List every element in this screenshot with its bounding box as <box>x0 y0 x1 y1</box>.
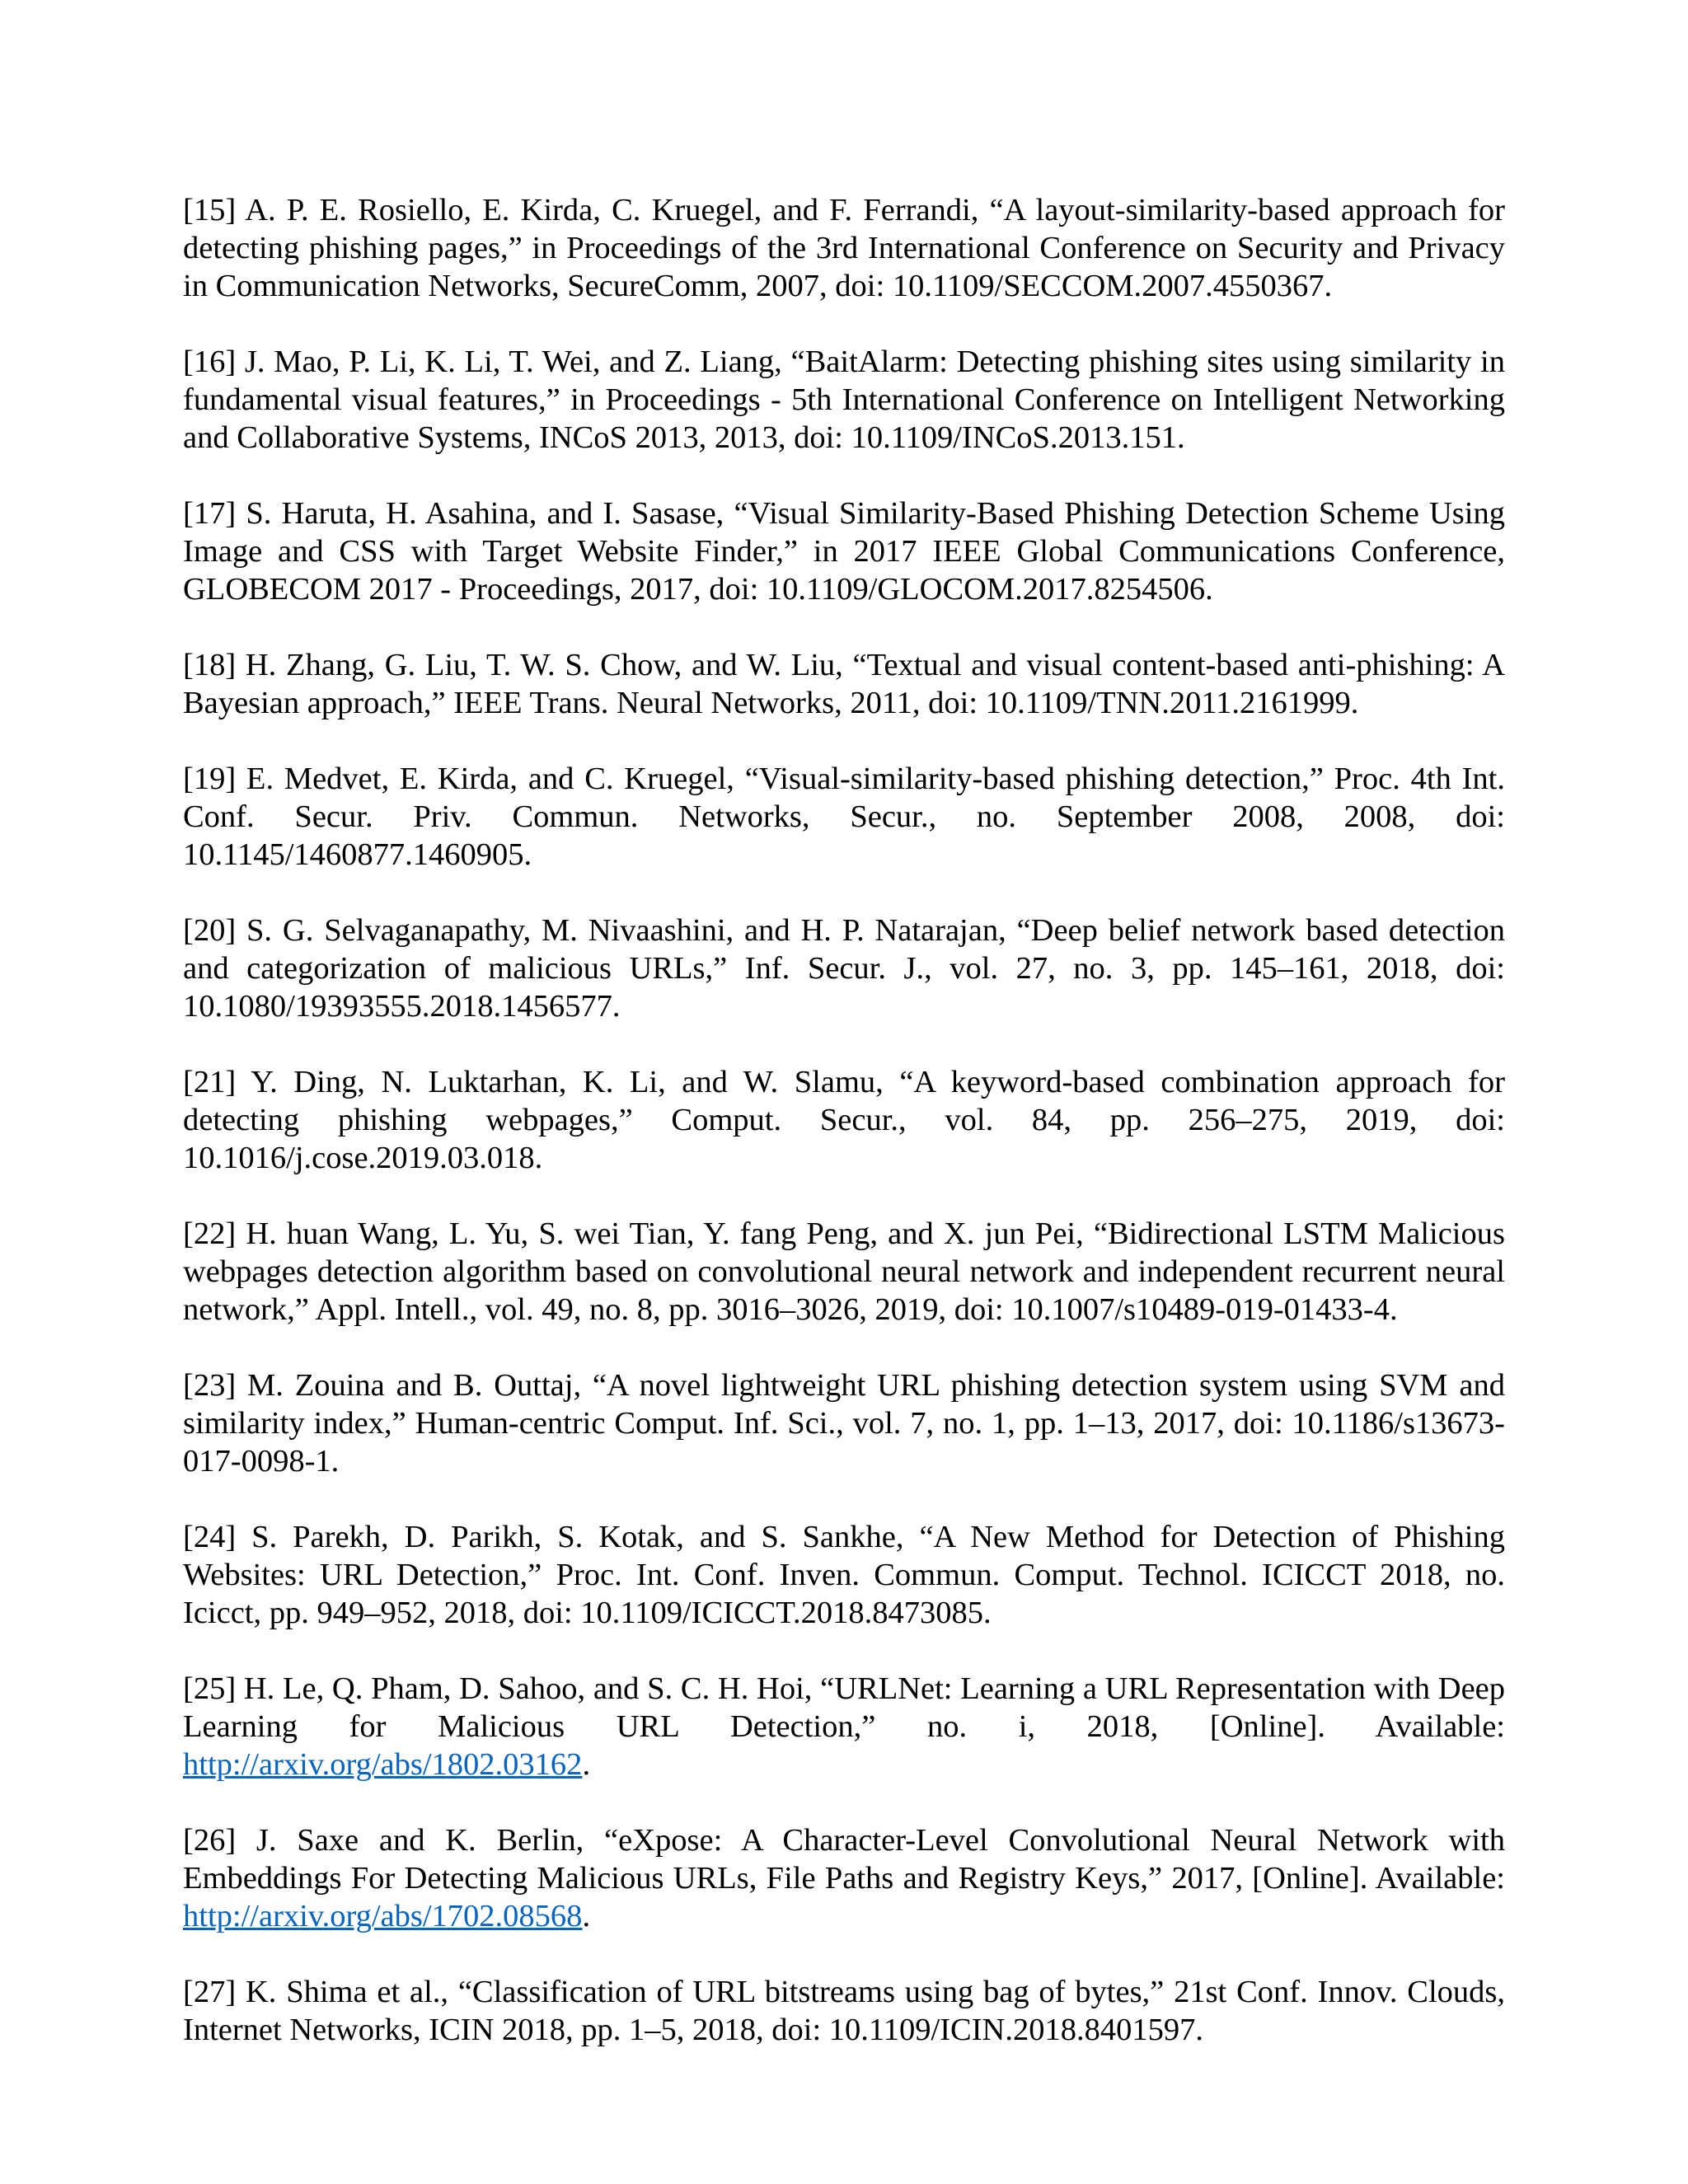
reference-26 <box>183 1821 1505 1935</box>
reference-list <box>183 191 1505 2087</box>
reference-text: [20] S. G. Selvaganapathy, M. Nivaashini, and H. P. Natarajan, “Deep belief network based detection and categorization of malicious URLs,” Inf. Secur. J., vol. 27, no. 3, pp. 145–161, 2018, doi: 10.1080/19393555.2018.1456577. <box>183 913 1505 1024</box>
reference-27 <box>183 1973 1505 2049</box>
reference-text: [18] H. Zhang, G. Liu, T. W. S. Chow, and W. Liu, “Textual and visual content-based anti-phishing: A Bayesian approach,” IEEE Trans. Neural Networks, 2011, doi: 10.1109/TNN.2011.2161999. <box>183 648 1505 720</box>
arxiv-link[interactable]: http://arxiv.org/abs/1702.08568 <box>183 1899 583 1933</box>
reference-25 <box>183 1670 1505 1783</box>
reference-text: [25] H. Le, Q. Pham, D. Sahoo, and S. C. H. Hoi, “URLNet: Learning a URL Representation with Deep Learning for Malicious URL Detection,” no. i, 2018, [Online]. Available: <box>183 1671 1505 1744</box>
reference-text: [19] E. Medvet, E. Kirda, and C. Kruegel, “Visual-similarity-based phishing detection,” Proc. 4th Int. Conf. Secur. Priv. Commun. Networks, Secur., no. September 2008, 2008, doi: 10.1145/1460877.1460905. <box>183 762 1505 872</box>
reference-23 <box>183 1366 1505 1480</box>
arxiv-link[interactable]: http://arxiv.org/abs/1802.03162 <box>183 1747 583 1782</box>
reference-20 <box>183 912 1505 1025</box>
reference-21 <box>183 1063 1505 1177</box>
reference-18 <box>183 646 1505 722</box>
reference-text: [23] M. Zouina and B. Outtaj, “A novel lightweight URL phishing detection system using SVM and similarity index,” Human-centric Comput. Inf. Sci., vol. 7, no. 1, pp. 1–13, 2017, doi: 10.1186/s13673-017-0098-1. <box>183 1368 1505 1479</box>
reference-text: [27] K. Shima et al., “Classification of URL bitstreams using bag of bytes,” 21st Conf. Innov. Clouds, Internet Networks, ICIN 2018, pp. 1–5, 2018, doi: 10.1109/ICIN.2018.8401597. <box>183 1975 1505 2047</box>
reference-suffix: . <box>582 1747 591 1782</box>
reference-19 <box>183 760 1505 874</box>
reference-text: [15] A. P. E. Rosiello, E. Kirda, C. Kruegel, and F. Ferrandi, “A layout-similarity-based approach for detecting phishing pages,” in Proceedings of the 3rd International Conference on Security and Privacy in Communication Networks, SecureComm, 2007, doi: 10.1109/SECCOM.2007.4550367. <box>183 193 1505 303</box>
reference-text: [24] S. Parekh, D. Parikh, S. Kotak, and S. Sankhe, “A New Method for Detection of Phishing Websites: URL Detection,” Proc. Int. Conf. Inven. Commun. Comput. Technol. ICICCT 2018, no. Icicct, pp. 949–952, 2018, doi: 10.1109/ICICCT.2018.8473085. <box>183 1520 1505 1630</box>
reference-suffix: . <box>582 1899 591 1933</box>
reference-15 <box>183 191 1505 305</box>
reference-16 <box>183 343 1505 457</box>
reference-24 <box>183 1518 1505 1632</box>
reference-text: [17] S. Haruta, H. Asahina, and I. Sasase, “Visual Similarity-Based Phishing Detection Scheme Using Image and CSS with Target Website Finder,” in 2017 IEEE Global Communications Conference, GLOBECOM 2017 - Proceedings, 2017, doi: 10.1109/GLOCOM.2017.8254506. <box>183 496 1505 607</box>
reference-text: [21] Y. Ding, N. Luktarhan, K. Li, and W. Slamu, “A keyword-based combination approach for detecting phishing webpages,” Comput. Secur., vol. 84, pp. 256–275, 2019, doi: 10.1016/j.cose.2019.03.018. <box>183 1065 1505 1175</box>
reference-22 <box>183 1215 1505 1329</box>
reference-text: [16] J. Mao, P. Li, K. Li, T. Wei, and Z. Liang, “BaitAlarm: Detecting phishing sites using similarity in fundamental visual features,” in Proceedings - 5th International Conference on Intelligent Networking and Collaborative Systems, INCoS 2013, 2013, doi: 10.1109/INCoS.2013.151. <box>183 344 1505 455</box>
reference-text: [22] H. huan Wang, L. Yu, S. wei Tian, Y. fang Peng, and X. jun Pei, “Bidirectional LSTM Malicious webpages detection algorithm based on convolutional neural network and independent recurrent neural network,” Appl. Intell., vol. 49, no. 8, pp. 3016–3026, 2019, doi: 10.1007/s10489-019-01433-4. <box>183 1216 1505 1327</box>
reference-text: [26] J. Saxe and K. Berlin, “eXpose: A Character-Level Convolutional Neural Network with Embeddings For Detecting Malicious URLs, File Paths and Registry Keys,” 2017, [Online]. Available: <box>183 1823 1505 1896</box>
reference-17 <box>183 494 1505 608</box>
